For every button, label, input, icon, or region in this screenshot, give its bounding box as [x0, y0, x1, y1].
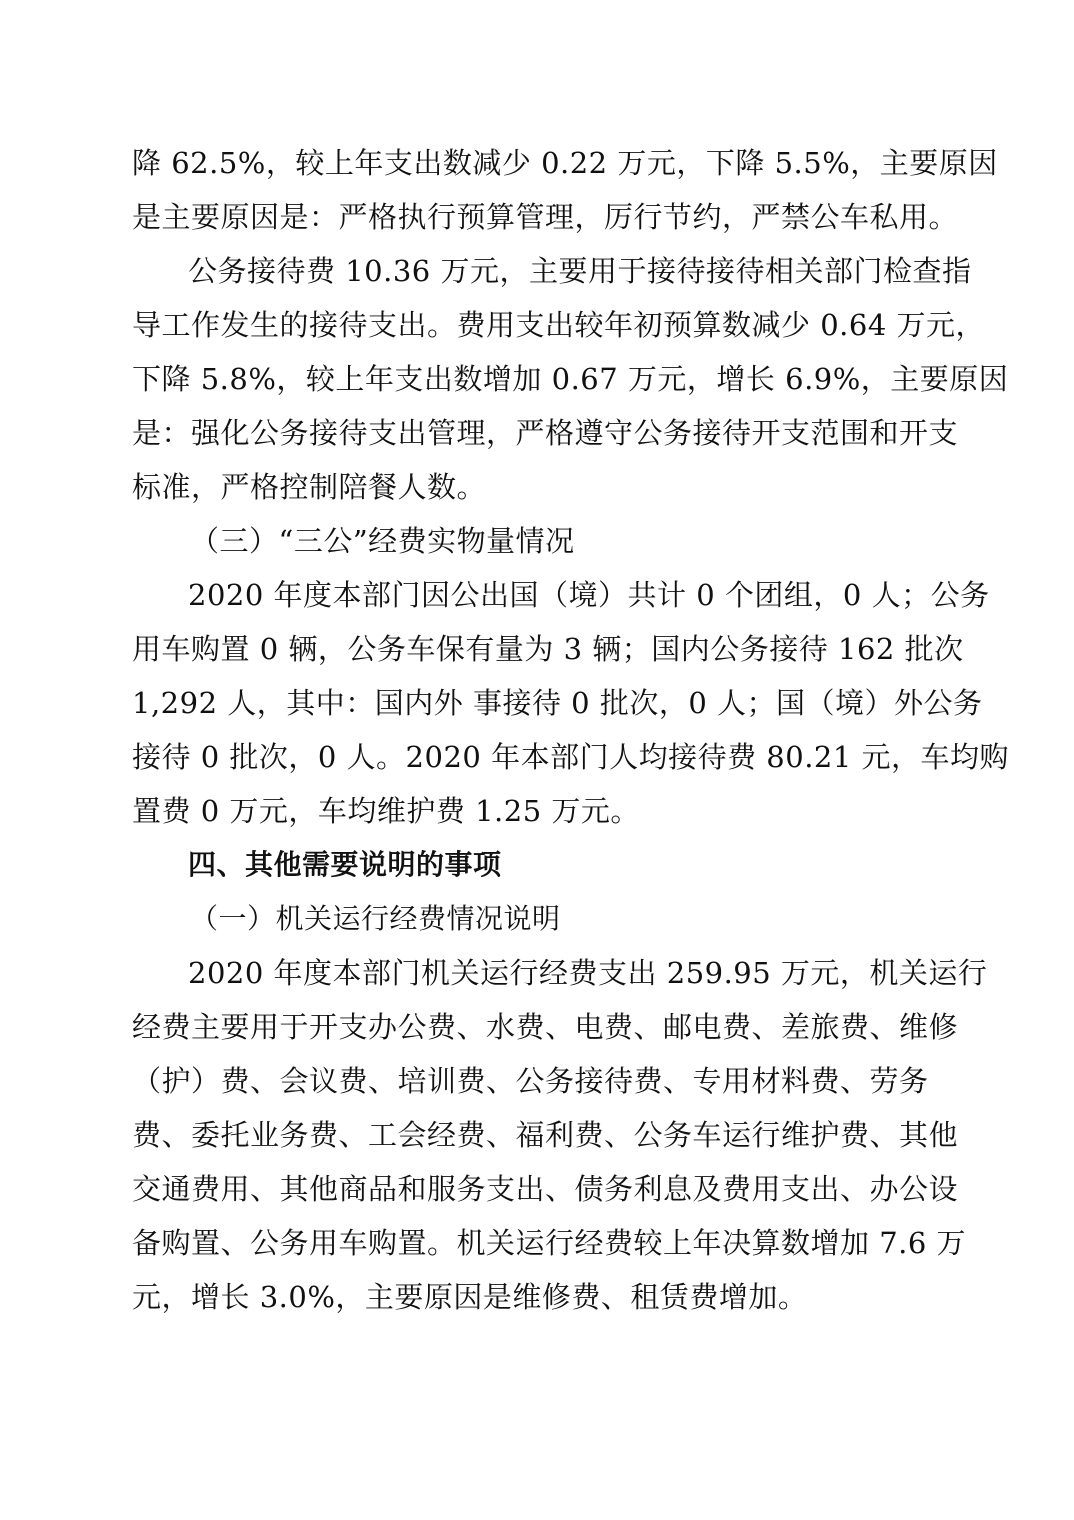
paragraph-line: 导工作发生的接待支出。费用支出较年初预算数减少 0.64 万元，	[132, 308, 986, 342]
paragraph-line: 交通费用、其他商品和服务支出、债务利息及费用支出、办公设	[132, 1172, 959, 1206]
paragraph-line: 费、委托业务费、工会经费、福利费、公务车运行维护费、其他	[132, 1118, 959, 1152]
paragraph-line: 是：强化公务接待支出管理，严格遵守公务接待开支范围和开支	[132, 416, 959, 450]
paragraph-line: 元，增长 3.0%，主要原因是维修费、租赁费增加。	[132, 1280, 808, 1314]
section-heading: 四、其他需要说明的事项	[188, 848, 502, 881]
paragraph-line: 2020 年度本部门因公出国（境）共计 0 个团组，0 人；公务	[188, 578, 990, 612]
paragraph-line: 用车购置 0 辆，公务车保有量为 3 辆；国内公务接待 162 批次	[132, 632, 964, 666]
section-subheading: （一）机关运行经费情况说明	[190, 902, 561, 935]
paragraph-line: 经费主要用于开支办公费、水费、电费、邮电费、差旅费、维修	[132, 1010, 959, 1044]
paragraph-line: 置费 0 万元，车均维护费 1.25 万元。	[132, 794, 640, 828]
paragraph-line: 标准，严格控制陪餐人数。	[132, 470, 487, 504]
paragraph-line: 是主要原因是：严格执行预算管理，厉行节约，严禁公车私用。	[132, 200, 959, 234]
paragraph-line: （护）费、会议费、培训费、公务接待费、专用材料费、劳务	[132, 1064, 929, 1098]
paragraph-line: 2020 年度本部门机关运行经费支出 259.95 万元，机关运行	[188, 956, 988, 990]
section-subheading: （三）“三公”经费实物量情况	[190, 524, 575, 558]
paragraph-line: 下降 5.8%，较上年支出数增加 0.67 万元，增长 6.9%，主要原因	[132, 362, 1009, 396]
paragraph-line: 降 62.5%，较上年支出数减少 0.22 万元，下降 5.5%，主要原因	[132, 146, 998, 180]
paragraph-line: 接待 0 批次，0 人。2020 年本部门人均接待费 80.21 元，车均购	[132, 740, 1010, 774]
paragraph-line: 公务接待费 10.36 万元，主要用于接待接待相关部门检查指	[188, 254, 972, 288]
document-body	[132, 136, 1010, 1324]
paragraph-line: 备购置、公务用车购置。机关运行经费较上年决算数增加 7.6 万	[132, 1226, 967, 1260]
paragraph-line: 1,292 人，其中：国内外 事接待 0 批次，0 人；国（境）外公务	[132, 686, 983, 720]
